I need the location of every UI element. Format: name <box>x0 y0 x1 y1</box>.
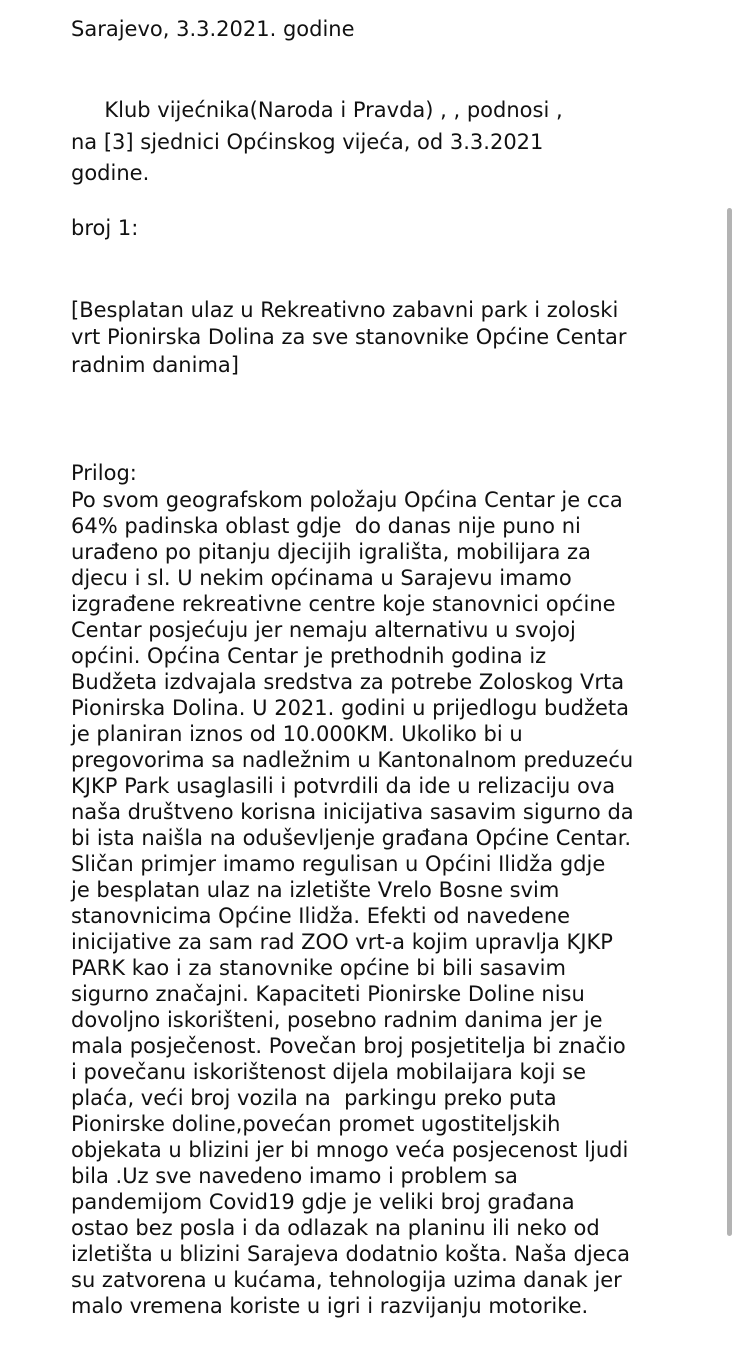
attachment-line: Sličan primjer imamo regulisan u Općini Ilidža gdje <box>71 852 606 876</box>
attachment-line: su zatvorena u kućama, tehnologija uzima danak jer <box>71 1268 622 1292</box>
subject-line: radnim danima] <box>71 353 239 377</box>
attachment-line: malo vremena koriste u igri i razvijanju motorike. <box>71 1294 589 1318</box>
attachment-line: stanovnicima Općine Ilidža. Efekti od navedene <box>71 904 571 928</box>
vertical-scrollbar[interactable] <box>727 208 732 1236</box>
attachment-line: Pionirska Dolina. U 2021. godini u prijedlogu budžeta <box>71 696 630 720</box>
attachment-line: je besplatan ulaz na izletište Vrelo Bosne svim <box>71 878 560 902</box>
attachment-line: općini. Općina Centar je prethodnih godina iz <box>71 644 547 668</box>
attachment-line: pregovorima sa nadležnim u Kantonalnom preduzeću <box>71 748 634 772</box>
intro-line: Klub vijećnika(Naroda i Pravda) , , podnosi , <box>71 98 563 122</box>
attachment-line: izletišta u blizini Sarajeva dodatnio košta. Naša djeca <box>71 1242 630 1266</box>
attachment-line: bi ista naišla na oduševljenje građana Općine Centar. <box>71 826 632 850</box>
attachment-line: ostao bez posla i da odlazak na planinu ili neko od <box>71 1216 600 1240</box>
attachment-line: dovoljno iskorišteni, posebno radnim danima jer je <box>71 1008 603 1032</box>
attachment-line: KJKP Park usaglasili i potvrdili da ide u relizaciju ova <box>71 774 616 798</box>
intro-line: godine. <box>71 161 150 185</box>
attachment-line: Po svom geografskom položaju Općina Centar je cca <box>71 488 623 512</box>
attachment-line: Centar posjećuju jer nemaju alternativu u svojoj <box>71 618 576 642</box>
attachment-line: Pionirske doline,povećan promet ugostiteljskih <box>71 1112 561 1136</box>
attachment-line: naša društveno korisna inicijativa sasavim sigurno da <box>71 800 634 824</box>
attachment-line: 64% padinska oblast gdje do danas nije puno ni <box>71 514 581 538</box>
place-date: Sarajevo, 3.3.2021. godine <box>71 17 355 41</box>
attachment-line: Budžeta izdvajala sredstva za potrebe Zoloskog Vrta <box>71 670 625 694</box>
subject-line: vrt Pionirska Dolina za sve stanovnike Općine Centar <box>71 325 627 349</box>
attachment-line: inicijative za sam rad ZOO vrt-a kojim upravlja KJKP <box>71 930 613 954</box>
attachment-line: mala posječenost. Povečan broj posjetitelja bi značio <box>71 1034 626 1058</box>
attachment-line: sigurno značajni. Kapaciteti Pionirske Doline nisu <box>71 982 585 1006</box>
attachment-line: djecu i sl. U nekim općinama u Sarajevu imamo <box>71 566 572 590</box>
attachment-line: objekata u blizini jer bi mnogo veća posjecenost ljudi <box>71 1138 629 1162</box>
proposal-number: broj 1: <box>71 216 139 240</box>
intro-line: na [3] sjednici Općinskog vijeća, od 3.3.2021 <box>71 130 544 154</box>
attachment-line: je planiran iznos od 10.000KM. Ukoliko bi u <box>71 722 523 746</box>
attachment-heading: Prilog: <box>71 461 137 485</box>
attachment-line: PARK kao i za stanovnike općine bi bili sasavim <box>71 956 566 980</box>
attachment-line: i povečanu iskorištenost dijela mobilaijara koji se <box>71 1060 587 1084</box>
attachment-line: bila .Uz sve navedeno imamo i problem sa <box>71 1164 518 1188</box>
attachment-line: urađeno po pitanju djecijih igrališta, mobilijara za <box>71 540 591 564</box>
attachment-line: pandemijom Covid19 gdje je veliki broj građana <box>71 1190 575 1214</box>
attachment-line: izgrađene rekreativne centre koje stanovnici općine <box>71 592 616 616</box>
subject-line: [Besplatan ulaz u Rekreativno zabavni park i zoloski <box>71 298 619 322</box>
attachment-line: plaća, veći broj vozila na parkingu preko puta <box>71 1086 557 1110</box>
